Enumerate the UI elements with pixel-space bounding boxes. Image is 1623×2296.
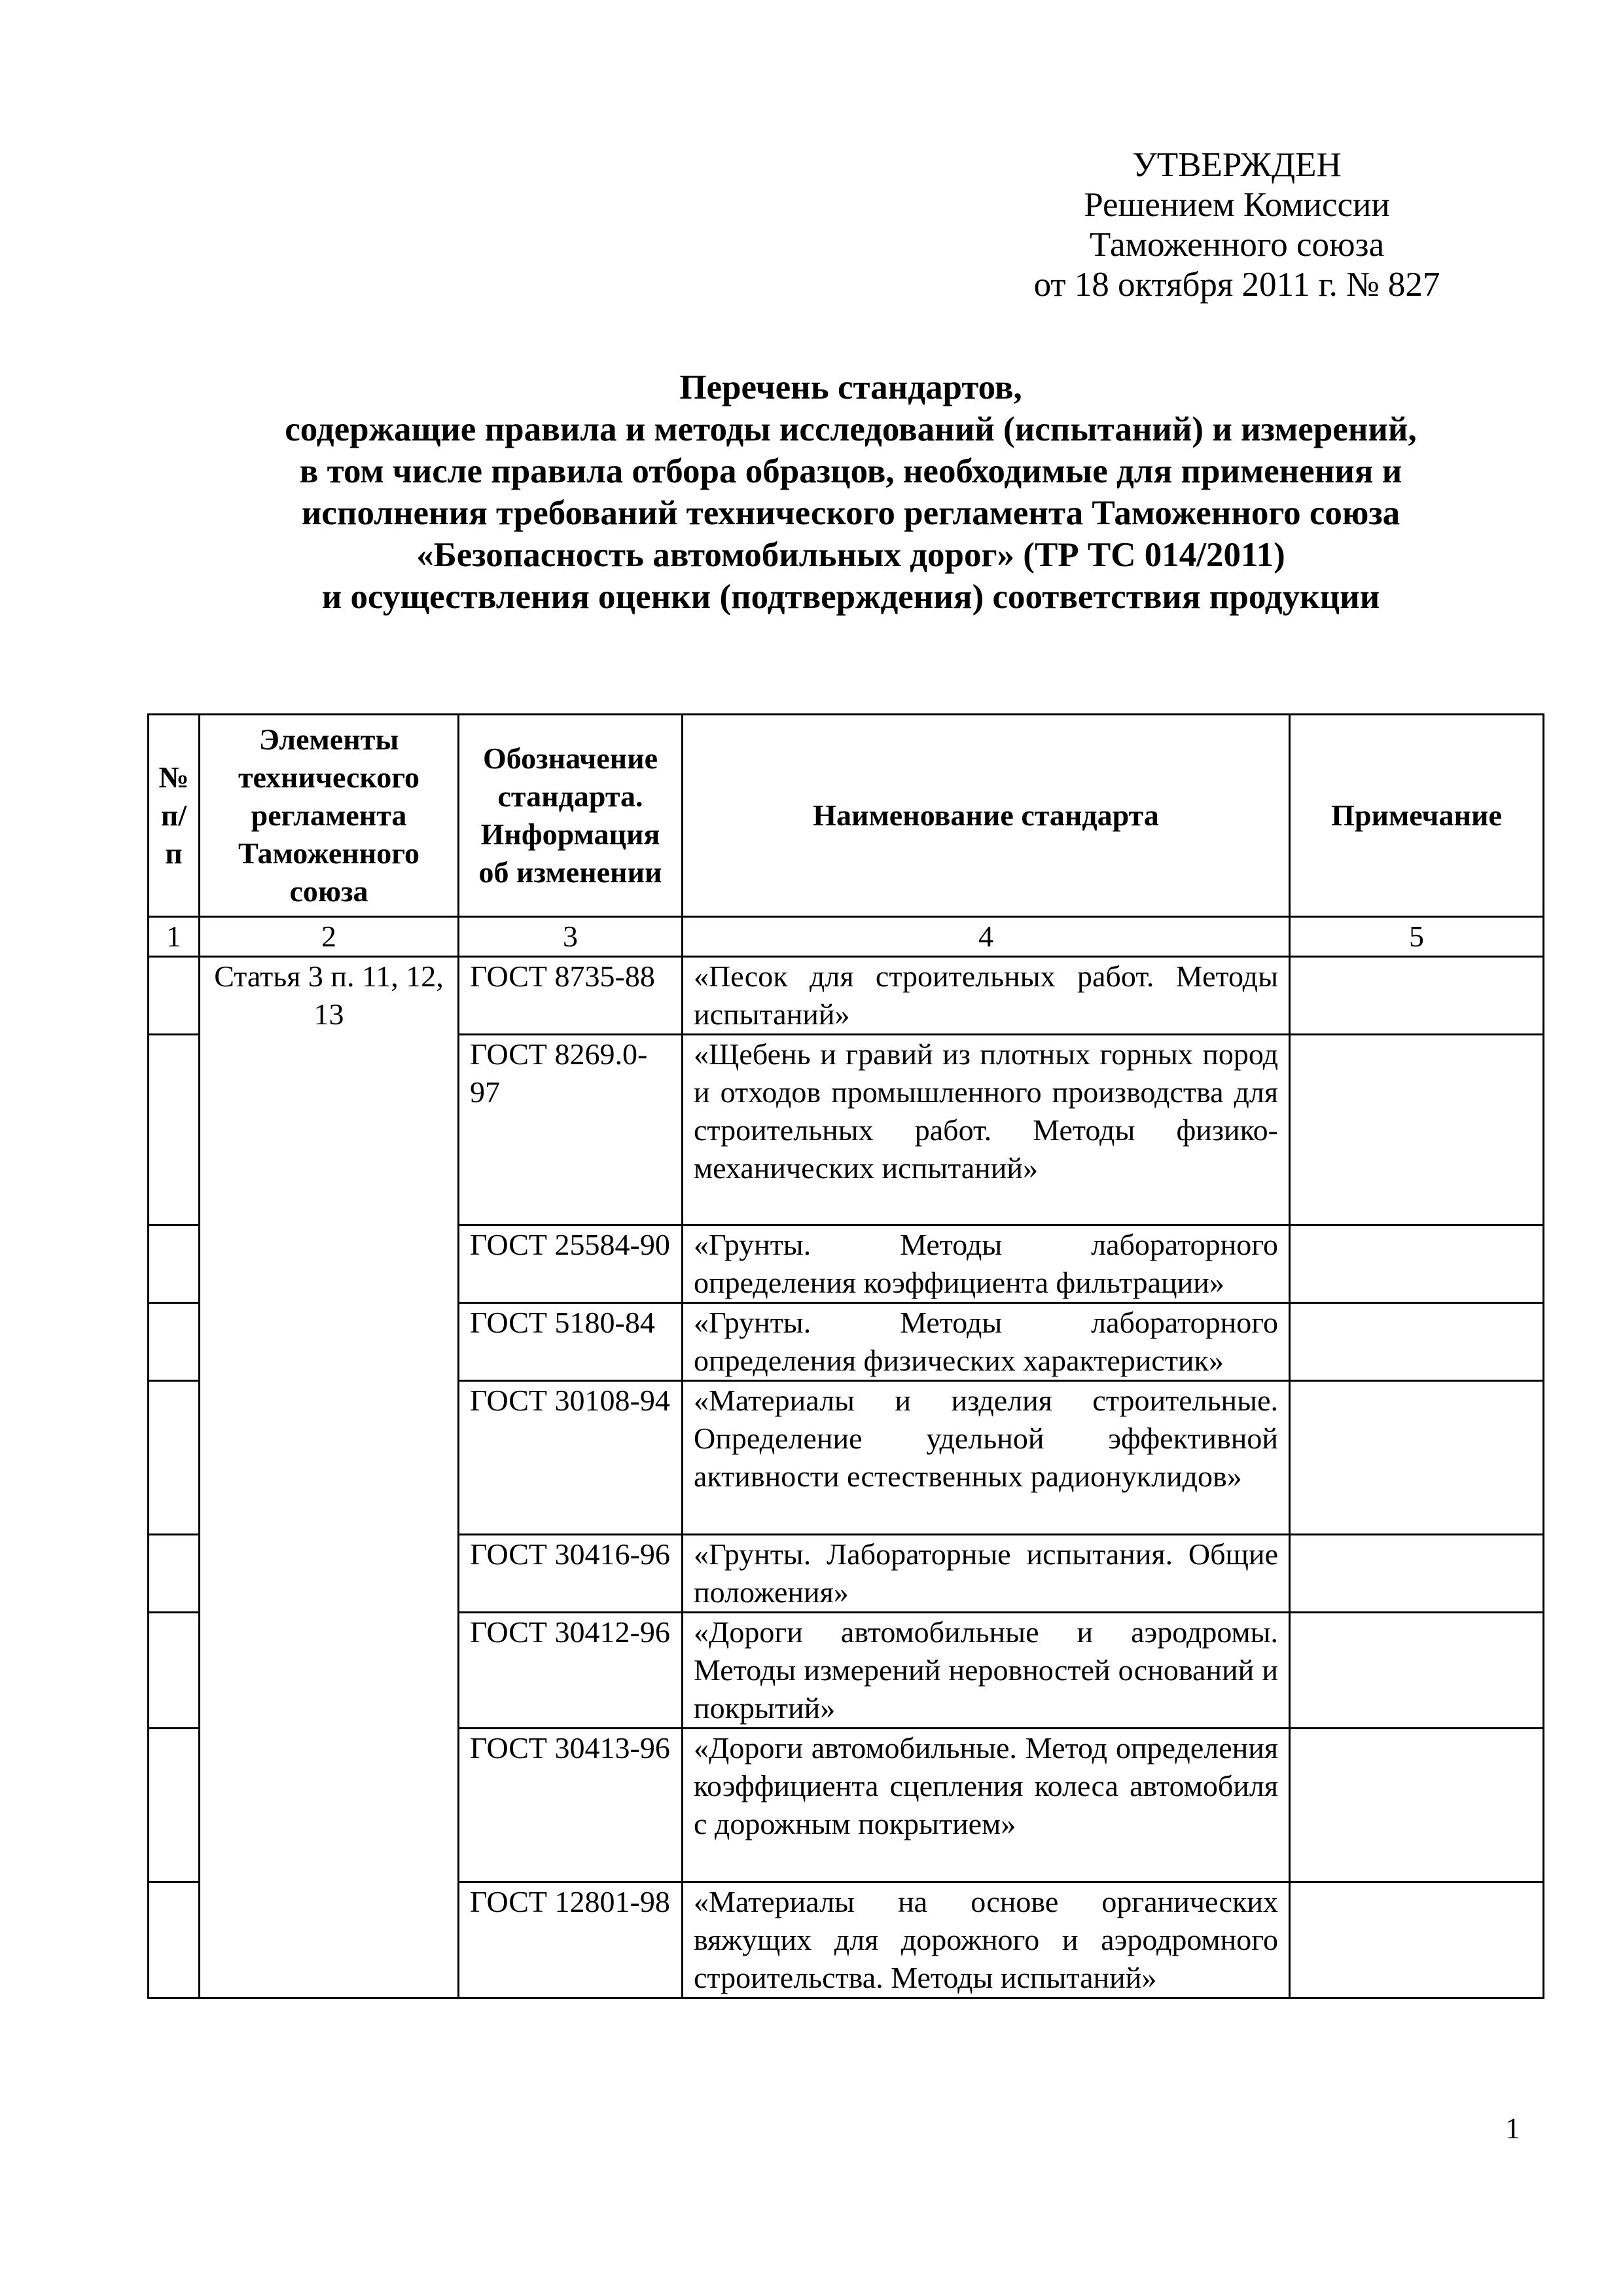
standard-code: ГОСТ 30416-96: [459, 1535, 683, 1613]
standard-code: ГОСТ 5180-84: [459, 1303, 683, 1381]
standard-name: «Грунты. Лабораторные испытания. Общие положения»: [683, 1535, 1290, 1613]
note-cell: [1290, 1303, 1544, 1381]
row-number-cell: [149, 957, 200, 1035]
row-number-cell: [149, 1729, 200, 1882]
column-number-row: [149, 917, 1544, 957]
standard-code: ГОСТ 30413-96: [459, 1729, 683, 1882]
standard-name: «Материалы и изделия строительные. Определение удельной эффективной активности естественных радионуклидов»: [683, 1381, 1290, 1535]
standard-name: «Песок для строительных работ. Методы испытаний»: [683, 957, 1290, 1035]
row-number-cell: [149, 1535, 200, 1613]
standard-name: «Материалы на основе органических вяжущих для дорожного и аэродромного строительства. Методы испытаний»: [683, 1882, 1290, 1998]
standard-code: ГОСТ 25584-90: [459, 1225, 683, 1303]
title-line-3: в том числе правила отбора образцов, необходимые для применения и: [299, 452, 1402, 490]
standards-table: [147, 713, 1544, 1999]
approval-line-4: от 18 октября 2011 г. № 827: [1033, 266, 1440, 304]
header-elements: Элементы технического регламента Таможенного союза: [200, 715, 459, 917]
note-cell: [1290, 1729, 1544, 1882]
row-number-cell: [149, 1303, 200, 1381]
column-number: 3: [459, 917, 683, 957]
standard-code: ГОСТ 8735-88: [459, 957, 683, 1035]
note-cell: [1290, 1035, 1544, 1225]
standard-code: ГОСТ 30108-94: [459, 1381, 683, 1535]
table-header-row: [149, 715, 1544, 917]
approval-line-2: Решением Комиссии: [1084, 186, 1390, 224]
header-name: Наименование стандарта: [683, 715, 1290, 917]
standard-name: «Щебень и гравий из плотных горных пород и отходов промышленного производства для строительных работ. Методы физико-механических испытаний»: [683, 1035, 1290, 1225]
standard-name: «Дороги автомобильные. Метод определения коэффициента сцепления колеса автомобиля с дорожным покрытием»: [683, 1729, 1290, 1882]
standard-name: «Грунты. Методы лабораторного определения физических характеристик»: [683, 1303, 1290, 1381]
standard-code: ГОСТ 30412-96: [459, 1613, 683, 1729]
standard-name: «Дороги автомобильные и аэродромы. Методы измерений неровностей оснований и покрытий»: [683, 1613, 1290, 1729]
title-line-1: Перечень стандартов,: [679, 368, 1022, 406]
title-line-4: исполнения требований технического регламента Таможенного союза: [301, 494, 1400, 532]
row-number-cell: [149, 1882, 200, 1998]
column-number: 4: [683, 917, 1290, 957]
row-number-cell: [149, 1381, 200, 1535]
note-cell: [1290, 957, 1544, 1035]
row-number-cell: [149, 1613, 200, 1729]
title-line-6: и осуществления оценки (подтверждения) соответствия продукции: [321, 578, 1380, 616]
column-number: 5: [1290, 917, 1544, 957]
standard-code: ГОСТ 8269.0-97: [459, 1035, 683, 1225]
column-number: 1: [149, 917, 200, 957]
header-note: Примечание: [1290, 715, 1544, 917]
note-cell: [1290, 1882, 1544, 1998]
row-number-cell: [149, 1035, 200, 1225]
document-title: [131, 367, 1571, 618]
table-row: [149, 957, 1544, 1035]
standard-name: «Грунты. Методы лабораторного определения коэффициента фильтрации»: [683, 1225, 1290, 1303]
approval-line-3: Таможенного союза: [1089, 226, 1385, 264]
page-number: 1: [1505, 2111, 1520, 2145]
approval-block: [1001, 145, 1472, 305]
title-line-2: содержащие правила и методы исследований (испытаний) и измерений,: [285, 410, 1417, 448]
row-number-cell: [149, 1225, 200, 1303]
column-number: 2: [200, 917, 459, 957]
element-cell: Статья 3 п. 11, 12, 13: [200, 957, 459, 1998]
note-cell: [1290, 1613, 1544, 1729]
header-designation: Обозначение стандарта. Информация об изменении: [459, 715, 683, 917]
note-cell: [1290, 1381, 1544, 1535]
note-cell: [1290, 1225, 1544, 1303]
standard-code: ГОСТ 12801-98: [459, 1882, 683, 1998]
title-line-5: «Безопасность автомобильных дорог» (ТР ТС 014/2011): [416, 536, 1285, 574]
approval-line-1: УТВЕРЖДЕН: [1132, 146, 1342, 184]
header-no: № п/п: [149, 715, 200, 917]
note-cell: [1290, 1535, 1544, 1613]
